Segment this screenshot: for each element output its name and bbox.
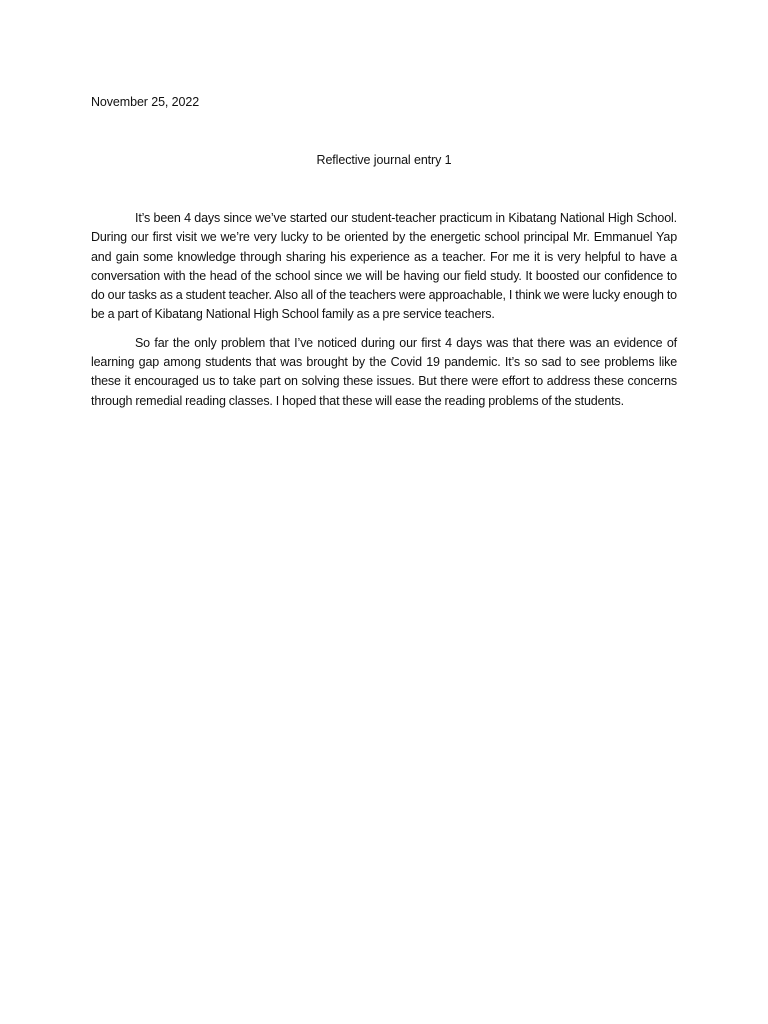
body-paragraph-2: So far the only problem that I’ve noticed during our first 4 days was that there was an evidence of learning gap among students that was brought by the Covid 19 pandemic. It’s so sad to see problems like these it encouraged us to take part on solving these issues. But there were effort to address these concerns through remedial reading classes. I hoped that these will ease the reading problems of the students. — [91, 335, 677, 408]
journal-body — [91, 209, 677, 411]
body-paragraph-1: It’s been 4 days since we’ve started our student-teacher practicum in Kibatang National High School. During our first visit we we’re very lucky to be oriented by the energetic school principal Mr. Emmanuel Yap and gain some knowledge through sharing his experience as a teacher. For me it is very helpful to have a conversation with the head of the school since we will be having our field study. It boosted our confidence to do our tasks as a student teacher. Also all of the teachers were approachable, I think we were lucky enough to be a part of Kibatang National High School family as a pre service teachers. — [91, 211, 677, 322]
journal-date: November 25, 2022 — [91, 95, 200, 109]
journal-title: Reflective journal entry 1 — [316, 153, 452, 167]
